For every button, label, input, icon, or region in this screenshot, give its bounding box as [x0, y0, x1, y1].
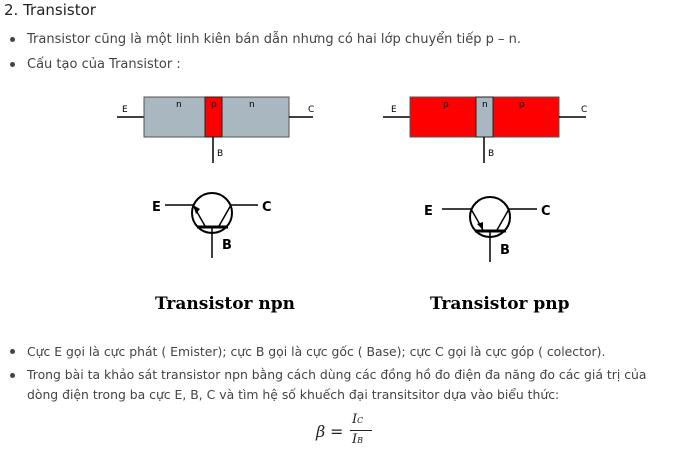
npn-symbol-e-label: E — [152, 200, 161, 215]
formula-numerator — [352, 412, 363, 427]
pnp-symbol — [424, 197, 551, 262]
pnp-p-left-label: p — [443, 100, 449, 110]
transistor-diagrams — [0, 80, 684, 340]
npn-symbol — [152, 193, 272, 258]
npn-c-label: C — [308, 105, 315, 115]
formula-denominator — [352, 432, 363, 447]
bullet-dot — [10, 349, 15, 354]
pnp-structure — [383, 97, 587, 163]
bullet-dot — [10, 62, 15, 67]
pnp-symbol-e-label: E — [424, 204, 433, 219]
denominator-symbol: I — [352, 432, 358, 447]
bullet-text: Transistor cũng là một linh kiên bán dẫn nhưng có hai lớp chuyển tiếp p – n. — [27, 32, 521, 47]
bullet-text: Cực E gọi là cực phát ( Emister); cực B gọi là cực gốc ( Base); cực C gọi là cực góp ( colector). — [27, 344, 606, 359]
section-heading: 2. Transistor — [4, 1, 96, 19]
pnp-caption: Transistor pnp — [430, 294, 570, 314]
pnp-c-label: C — [581, 105, 588, 115]
npn-symbol-b-label: B — [222, 238, 232, 253]
pnp-b-label: B — [488, 149, 495, 159]
bullet-text: Trong bài ta khảo sát transistor npn bằng cách dùng các đồng hồ đo điện đa năng đo các giá trị của dòng điện trong ba cực E, B, C và tìm hệ số khuếch đại transitsitor dựa vào biểu thức: — [27, 367, 647, 402]
numerator-subscript: C — [357, 416, 364, 425]
pnp-symbol-c-label: C — [541, 204, 551, 219]
pnp-p-right-label: p — [519, 100, 525, 110]
npn-symbol-c-label: C — [262, 200, 272, 215]
npn-symbol-arrow — [193, 205, 200, 214]
formula-beta: β — [316, 422, 326, 441]
denominator-subscript: B — [357, 436, 364, 445]
npn-caption: Transistor npn — [155, 294, 296, 314]
npn-structure — [117, 97, 314, 163]
pnp-n-label: n — [482, 100, 488, 110]
npn-b-label: B — [217, 149, 224, 159]
pnp-symbol-arrow — [477, 222, 483, 230]
fraction-bar — [350, 430, 372, 431]
bullet-text: Cấu tạo của Transistor : — [27, 57, 181, 72]
bullet-dot — [10, 373, 15, 378]
npn-e-label: E — [122, 105, 128, 115]
npn-n-right-label: n — [249, 100, 255, 110]
pnp-e-label: E — [391, 105, 397, 115]
numerator-symbol: I — [352, 412, 358, 427]
bullet-dot — [10, 37, 15, 42]
pnp-symbol-b-label: B — [500, 243, 510, 258]
formula-equals: = — [330, 422, 344, 441]
npn-p-label: p — [211, 100, 217, 110]
npn-n-left-label: n — [176, 100, 182, 110]
